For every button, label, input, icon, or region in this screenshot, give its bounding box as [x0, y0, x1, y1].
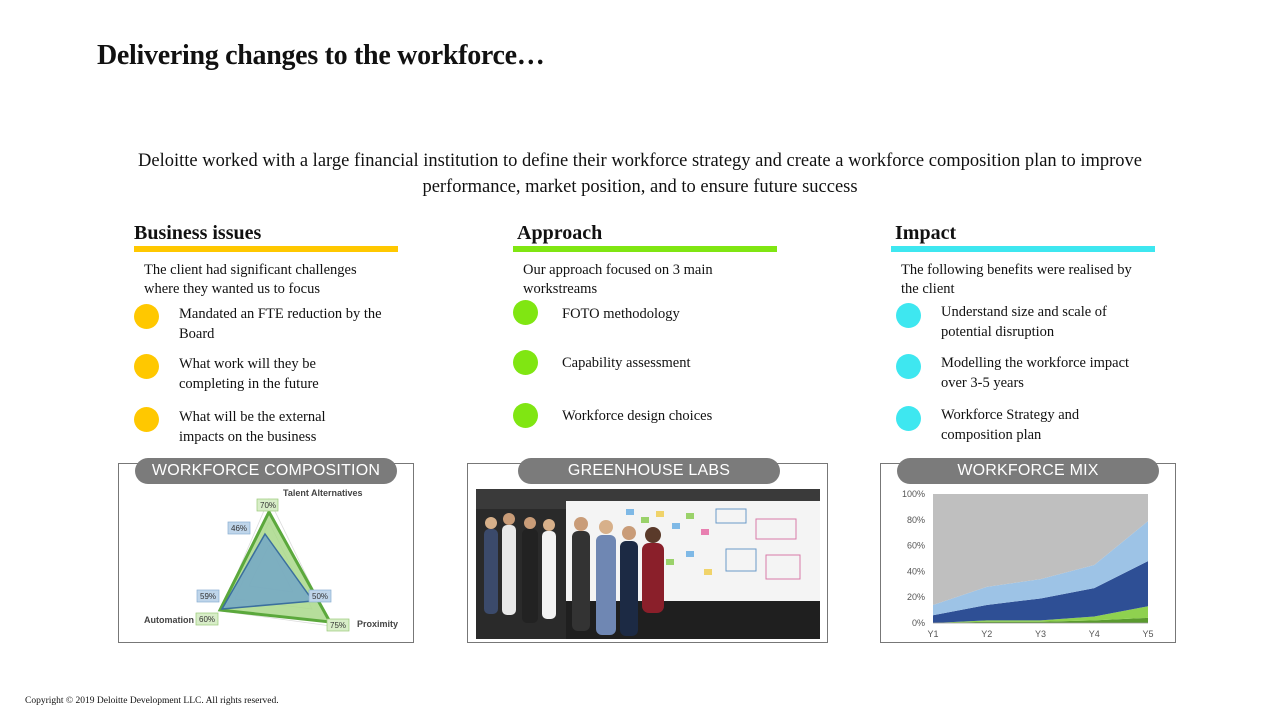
workforce-mix-panel — [880, 463, 1176, 643]
list-item — [513, 300, 793, 325]
column-accent-bar — [513, 246, 777, 252]
data-label-text: 50% — [312, 592, 329, 601]
radar-axis-label: Automation — [144, 615, 194, 625]
bullet-dot-icon — [896, 354, 921, 379]
item-text: What will be the external impacts on the business — [179, 409, 326, 445]
workshop-photo — [476, 489, 820, 639]
column-heading: Impact — [895, 222, 957, 244]
list-item — [513, 403, 793, 428]
data-label-text: 75% — [330, 621, 347, 630]
bullet-dot-icon — [513, 350, 538, 375]
list-item — [896, 406, 1176, 445]
data-label-text: 46% — [231, 524, 248, 533]
column-accent-bar — [134, 246, 398, 252]
x-tick-label: Y4 — [1088, 629, 1100, 639]
item-text: Workforce Strategy and composition plan — [941, 407, 1080, 443]
x-tick-label: Y5 — [1142, 629, 1154, 639]
data-label-75 — [327, 619, 349, 631]
panel-label-pill: WORKFORCE COMPOSITION — [135, 458, 397, 484]
y-tick-label: 100% — [901, 489, 925, 499]
panel-label-pill: GREENHOUSE LABS — [518, 458, 780, 484]
data-label-46 — [228, 522, 250, 534]
radar-axis-label: Proximity — [357, 619, 399, 629]
data-label-70 — [257, 499, 278, 511]
item-text: FOTO methodology — [562, 306, 680, 322]
item-text: Workforce design choices — [562, 408, 713, 424]
column-business-issues — [134, 220, 404, 445]
panel-label-pill: WORKFORCE MIX — [897, 458, 1159, 484]
item-text: Capability assessment — [562, 355, 691, 371]
y-tick-label: 40% — [906, 566, 925, 577]
column-description: Our approach focused on 3 main workstreams — [523, 262, 713, 297]
radar-axis-label: Talent Alternatives — [283, 488, 363, 498]
slide-title: Delivering changes to the workforce… — [97, 40, 545, 71]
radar-chart — [119, 464, 413, 642]
list-item — [134, 355, 414, 394]
list-item — [134, 408, 414, 447]
area-series-group — [933, 494, 1148, 623]
list-item — [134, 305, 414, 344]
item-text: Understand size and scale of potential disruption — [941, 304, 1107, 340]
y-tick-label: 20% — [906, 592, 925, 603]
bullet-dot-icon — [134, 407, 159, 432]
greenhouse-labs-panel — [467, 463, 828, 643]
y-axis — [902, 489, 925, 628]
bullet-dot-icon — [896, 303, 921, 328]
bullet-dot-icon — [896, 406, 921, 431]
column-impact — [891, 220, 1161, 443]
list-item — [513, 350, 793, 375]
copyright-footer: Copyright © 2019 Deloitte Development LLC. All rights reserved. — [25, 696, 279, 706]
data-label-60 — [196, 613, 218, 625]
column-description: The client had significant challenges where they wanted us to focus — [144, 262, 357, 297]
column-description: The following benefits were realised by the client — [901, 262, 1132, 297]
column-accent-bar — [891, 246, 1155, 252]
bullet-dot-icon — [134, 304, 159, 329]
item-text: Mandated an FTE reduction by the Board — [179, 306, 382, 342]
bullet-dot-icon — [134, 354, 159, 379]
x-axis — [927, 623, 1153, 639]
data-label-text: 60% — [199, 615, 216, 624]
x-tick-label: Y1 — [927, 629, 939, 639]
bullet-dot-icon — [513, 300, 538, 325]
x-tick-label: Y3 — [1034, 629, 1047, 639]
bullet-dot-icon — [513, 403, 538, 428]
column-heading: Business issues — [134, 222, 262, 244]
column-approach — [513, 220, 783, 424]
data-label-59 — [197, 590, 219, 602]
column-heading: Approach — [517, 222, 603, 244]
y-tick-label: 60% — [906, 540, 925, 551]
workforce-composition-panel — [118, 463, 414, 643]
data-label-50 — [309, 590, 331, 602]
workforce-mix-chart — [881, 464, 1175, 642]
y-tick-label: 80% — [906, 514, 925, 525]
list-item — [896, 303, 1176, 342]
data-label-text: 70% — [260, 501, 277, 510]
y-tick-label: 0% — [911, 618, 925, 628]
x-tick-label: Y2 — [981, 629, 993, 639]
data-label-text: 59% — [200, 592, 217, 601]
item-text: What work will they be completing in the future — [179, 356, 319, 392]
intro-text: Deloitte worked with a large financial institution to define their workforce strategy and create a workforce composition plan to improve performance, market position, and to ensure future success — [138, 151, 1142, 197]
list-item — [896, 354, 1176, 393]
item-text: Modelling the workforce impact over 3-5 years — [941, 355, 1130, 391]
